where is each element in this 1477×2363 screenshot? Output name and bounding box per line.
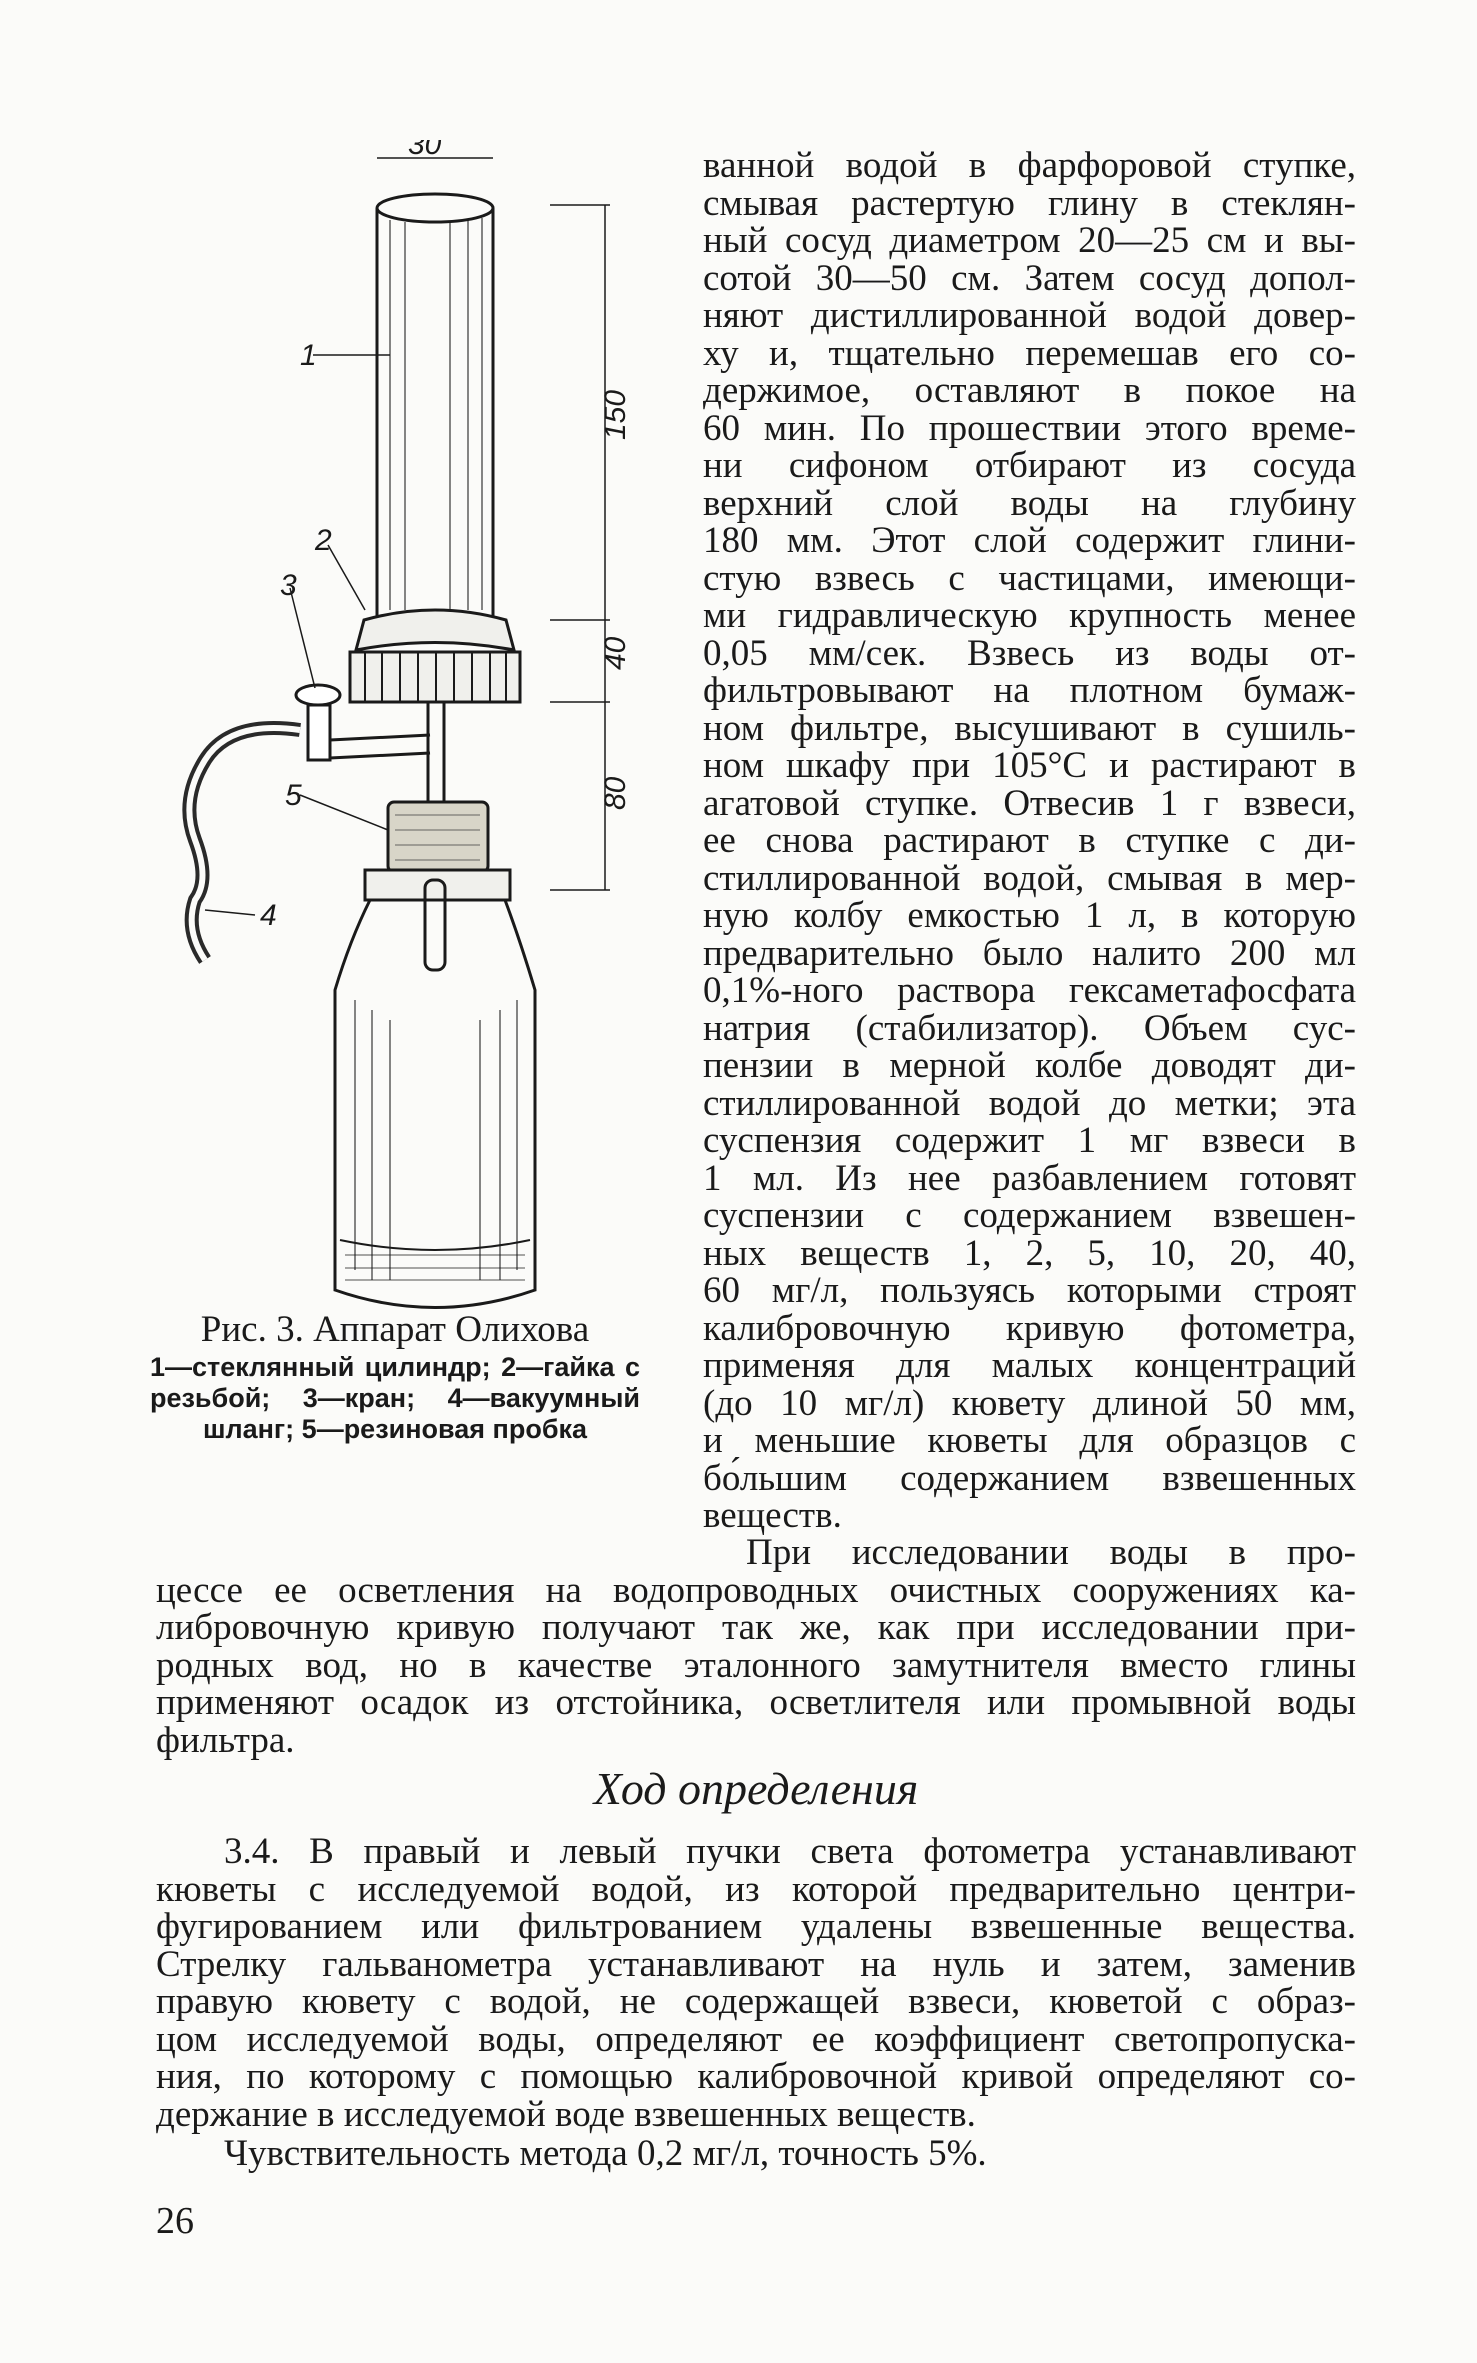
- text-line: применяют осадок из отстойника, осветлителя или промывной воды: [156, 1682, 1356, 1723]
- text-line: ном фильтре, высушивают в сушиль-: [703, 707, 1356, 749]
- paragraph-after-figure: [156, 1534, 1356, 1759]
- cylinder-top: [377, 194, 493, 222]
- text-line: веществ.: [703, 1495, 842, 1536]
- caption-legend: 1—стеклянный цилиндр; 2—гайка с резьбой; 3—кран; 4—вакуумный шланг; 5—резиновая пробка: [150, 1352, 640, 1445]
- text-line: няют дистиллированной водой довер-: [703, 295, 1356, 336]
- text-line: 1 мл. Из нее разбавлением готовят: [703, 1157, 1356, 1199]
- text-line: 3.4. В правый и левый пучки света фотометра устанавливают: [224, 1831, 1356, 1872]
- text-line: пензии в мерной колбе доводят ди-: [703, 1045, 1356, 1086]
- dim-top-width: 30: [408, 140, 442, 161]
- label-1: 1: [300, 339, 317, 372]
- label-4: 4: [260, 899, 277, 932]
- text-line: цессе ее осветления на водопроводных очистных сооружениях ка-: [156, 1569, 1356, 1611]
- text-line: калибровочную кривую фотометра,: [703, 1307, 1356, 1349]
- text-line: ванной водой в фарфоровой ступке,: [703, 145, 1356, 186]
- text-line: применяя для малых концентраций: [703, 1345, 1356, 1386]
- text-line: родных вод, но в качестве эталонного замутнителя вместо глины: [156, 1644, 1356, 1686]
- text-line: ную колбу емкостью 1 л, в которую: [703, 895, 1356, 936]
- text-line: и меньшие кюветы для образцов с: [703, 1420, 1356, 1461]
- text-line: бо́льшим содержанием взвешенных: [703, 1457, 1356, 1499]
- text-line: ных веществ 1, 2, 5, 10, 20, 40,: [703, 1232, 1356, 1274]
- text-line: 60 мг/л, пользуясь которыми строят: [703, 1270, 1356, 1311]
- text-line: фугированием или фильтрованием удалены взвешенные вещества.: [156, 1906, 1356, 1947]
- right-column-text: [703, 147, 1356, 1535]
- page-number: 26: [156, 2200, 194, 2242]
- text-line: сотой 30—50 см. Затем сосуд допол-: [703, 257, 1356, 299]
- figure-caption: [150, 1308, 640, 1446]
- text-line: держимое, оставляют в покое на: [703, 370, 1356, 411]
- dim-nut-height: 40: [599, 636, 632, 670]
- text-line: держание в исследуемой воде взвешенных веществ.: [156, 2093, 976, 2135]
- text-line: суспензии с содержанием взвешен-: [703, 1195, 1356, 1236]
- section-heading: Ход определения: [593, 1763, 919, 1814]
- text-line: фильтровывают на плотном бумаж-: [703, 670, 1356, 711]
- label-5: 5: [285, 779, 302, 812]
- text-line: фильтра.: [156, 1719, 295, 1761]
- text-line: ми гидравлическую крупность менее: [703, 595, 1356, 636]
- text-line: суспензия содержит 1 мг взвеси в: [703, 1120, 1356, 1161]
- apparatus-drawing: [150, 140, 680, 1320]
- text-line: (до 10 мг/л) кювету длиной 50 мм,: [703, 1382, 1356, 1424]
- text-line: ния, по которому с помощью калибровочной кривой определяют со-: [156, 2056, 1356, 2097]
- text-line: 0,05 мм/сек. Взвесь из воды от-: [703, 632, 1356, 674]
- text-line: При исследовании воды в про-: [746, 1532, 1356, 1573]
- text-line: ный сосуд диаметром 20—25 см и вы-: [703, 220, 1356, 261]
- text-line: ном шкафу при 105°С и растирают в: [703, 745, 1356, 786]
- text-line: кюветы с исследуемой водой, из которой предварительно центри-: [156, 1868, 1356, 1910]
- text-line: ху и, тщательно перемешав его со-: [703, 332, 1356, 374]
- figure-olikhov-apparatus: [150, 140, 680, 1320]
- caption-title: Рис. 3. Аппарат Олихова: [200, 1309, 590, 1350]
- label-3: 3: [280, 569, 297, 602]
- text-line: либровочную кривую получают так же, как при исследовании при-: [156, 1607, 1356, 1648]
- text-line: Стрелку гальванометра устанавливают на нуль и затем, заменив: [156, 1943, 1356, 1985]
- text-line: цом исследуемой воды, определяют ее коэффициент светопропуска-: [156, 2018, 1356, 2060]
- text-line: 180 мм. Этот слой содержит глини-: [703, 520, 1356, 561]
- text-line: ее снова растирают в ступке с ди-: [703, 820, 1356, 861]
- text-line: ни сифоном отбирают из сосуда: [703, 445, 1356, 486]
- text-line: стиллированной водой до метки; эта: [703, 1082, 1356, 1124]
- text-line: стиллированной водой, смывая в мер-: [703, 857, 1356, 899]
- text-line: верхний слой воды на глубину: [703, 482, 1356, 524]
- dim-cylinder-height: 150: [599, 389, 632, 440]
- text-line: правую кювету с водой, не содержащей взвеси, кюветой с образ-: [156, 1981, 1356, 2022]
- dim-stopper-height: 80: [599, 776, 632, 810]
- procedure-paragraph: [156, 1833, 1356, 2133]
- text-line: предварительно было налито 200 мл: [703, 932, 1356, 974]
- text-line: 60 мин. По прошествии этого време-: [703, 407, 1356, 449]
- text-line: агатовой ступке. Отвесив 1 г взвеси,: [703, 782, 1356, 824]
- text-line: 0,1%-ного раствора гексаметафосфата: [703, 970, 1356, 1011]
- text-line: смывая растертую глину в стеклян-: [703, 182, 1356, 224]
- label-2: 2: [315, 524, 332, 557]
- text-line: натрия (стабилизатор). Объем сус-: [703, 1007, 1356, 1049]
- text-line: стую взвесь с частицами, имеющи-: [703, 557, 1356, 599]
- sensitivity-line: Чувствительность метода 0,2 мг/л, точность 5%.: [224, 2133, 987, 2174]
